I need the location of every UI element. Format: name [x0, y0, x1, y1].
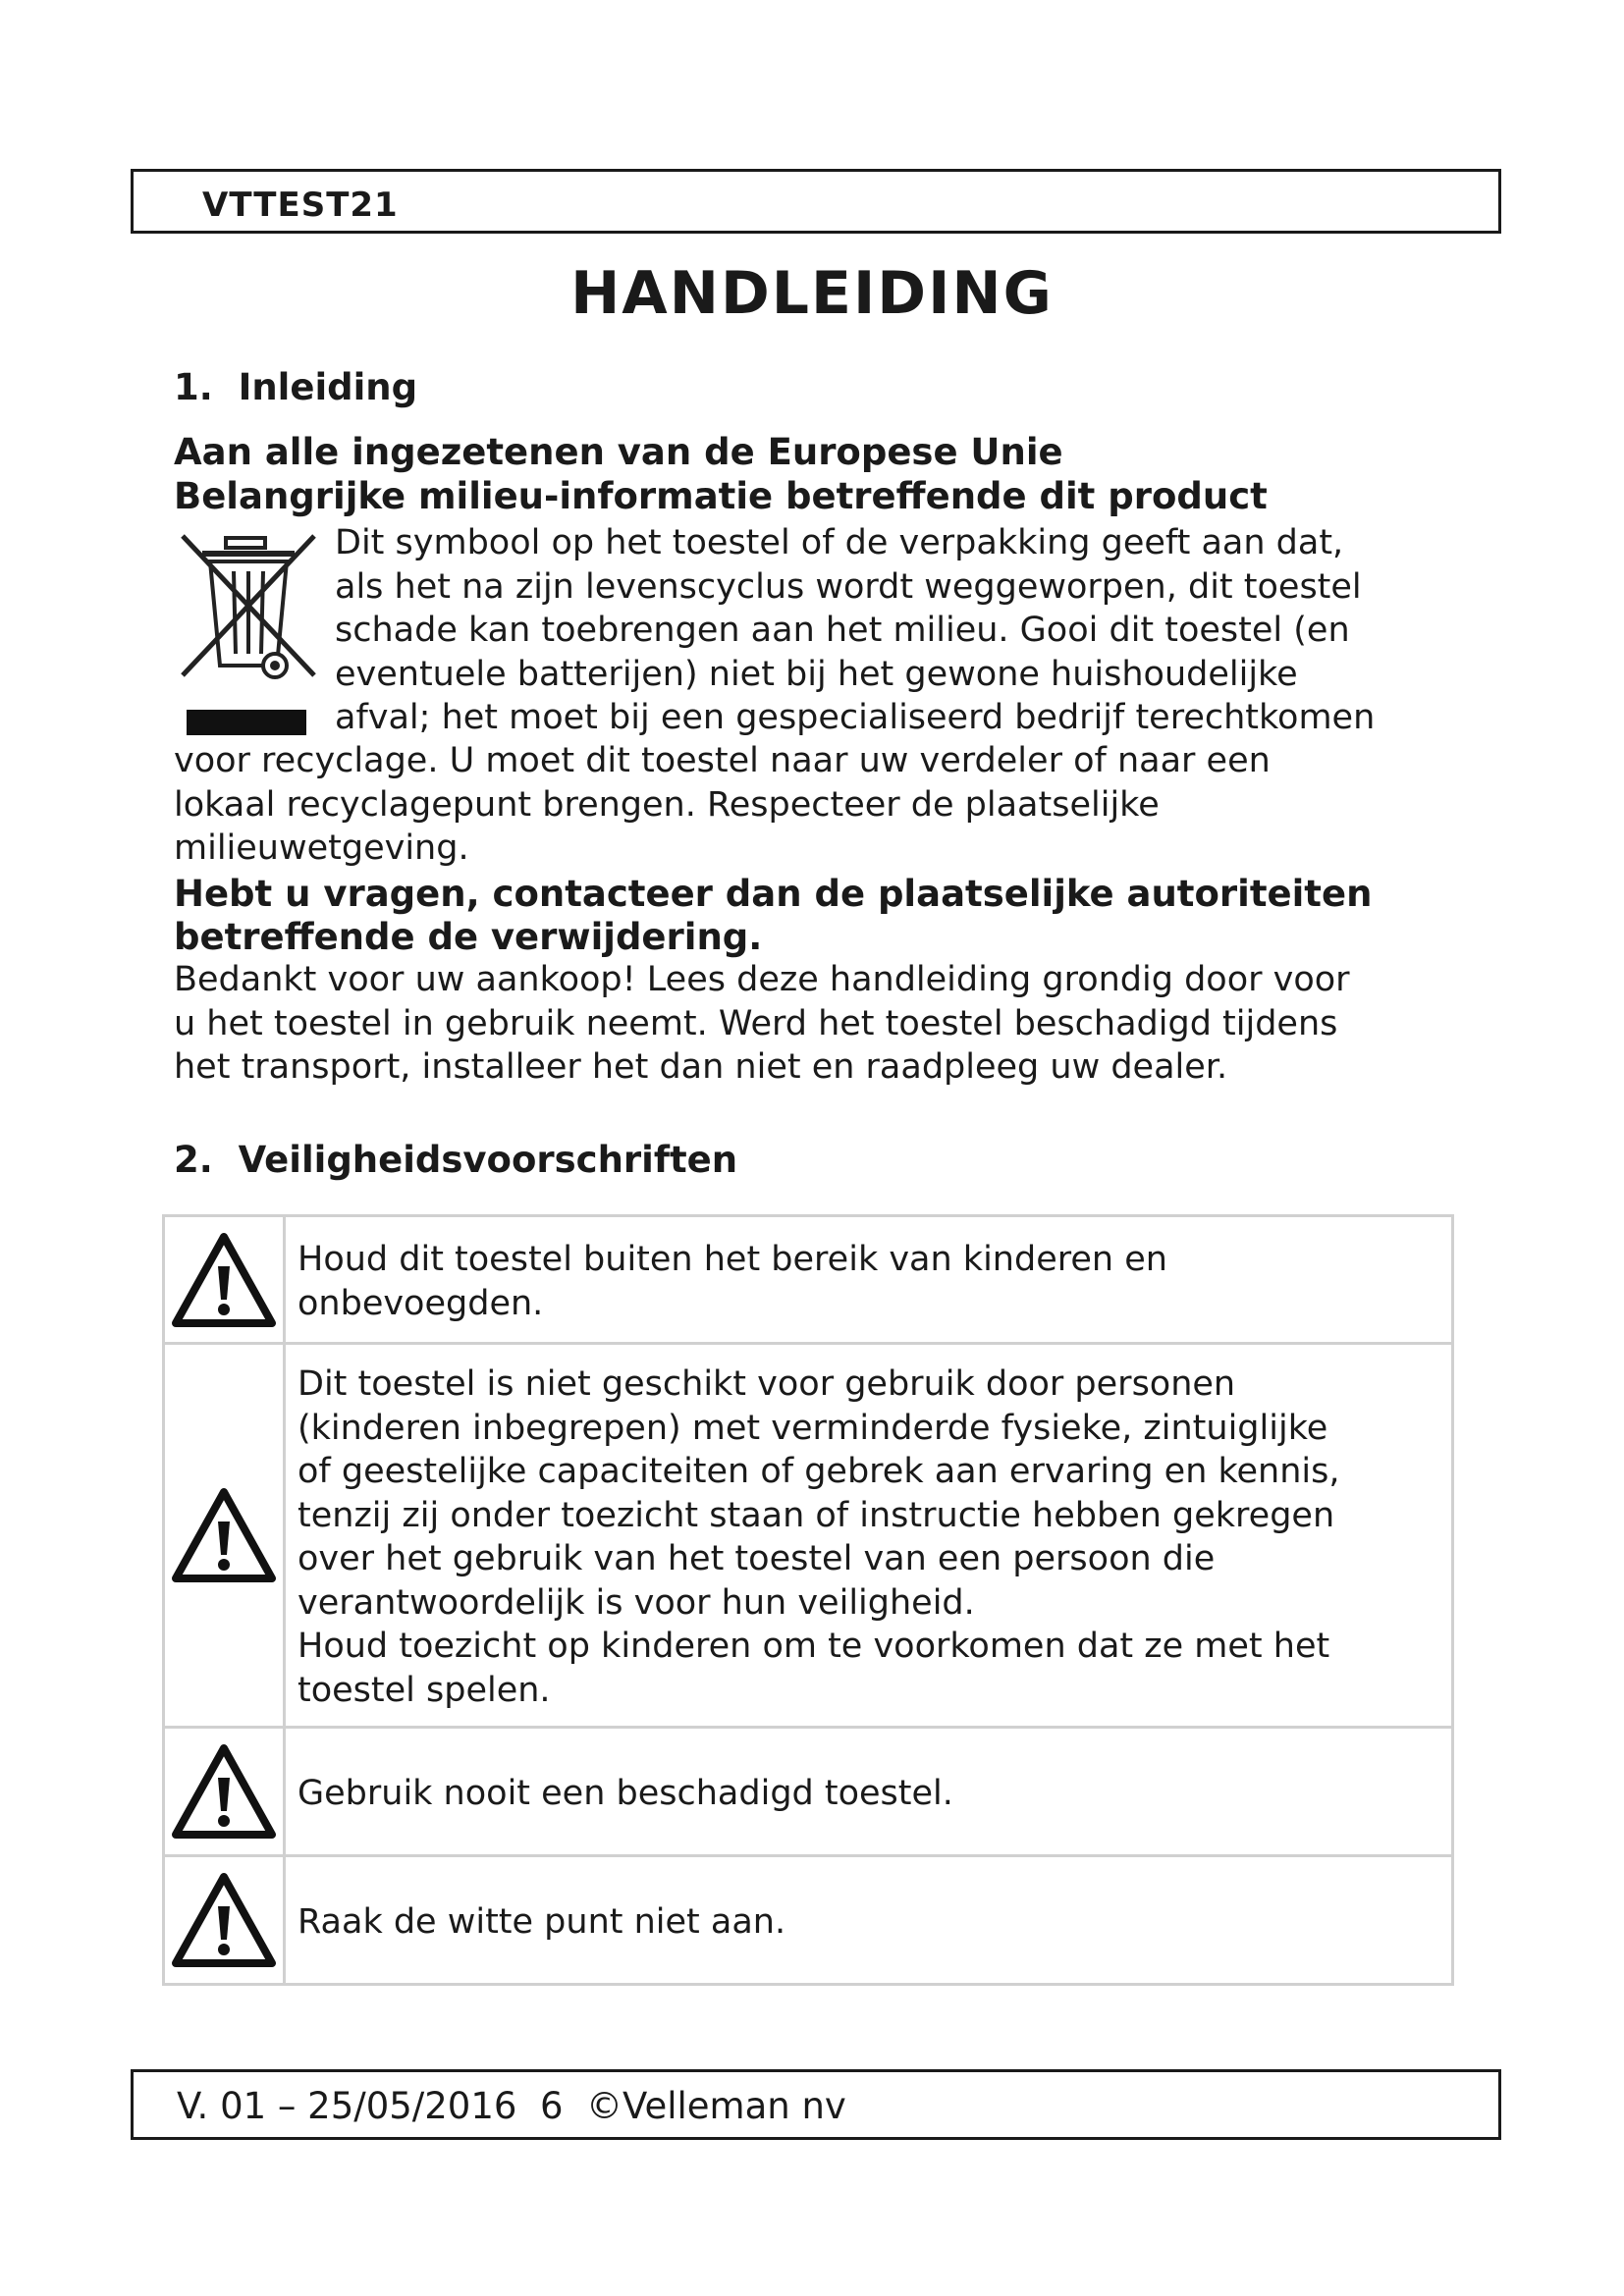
safety-text-cell — [285, 1856, 1453, 1985]
text-line: voor recyclage. U moet dit toestel naar uw verdeler of naar een — [174, 741, 1271, 780]
text-line: Raak de witte punt niet aan. — [298, 1901, 786, 1942]
table-row — [164, 1728, 1453, 1856]
text-line: toestel spelen. — [298, 1670, 551, 1710]
text-line: milieuwetgeving. — [174, 828, 469, 868]
text-line: als het na zijn levenscyclus wordt weggeworpen, dit toestel — [335, 566, 1362, 607]
icon-cell — [164, 1216, 285, 1344]
safety-text-cell — [285, 1344, 1453, 1728]
text-line: (kinderen inbegrepen) met verminderde fysieke, zintuiglijke — [298, 1408, 1328, 1448]
page-title: HANDLEIDING — [570, 259, 1054, 328]
safety-table — [162, 1214, 1454, 1986]
contact-line-2: betreffende de verwijdering. — [174, 916, 763, 958]
text-line: Houd toezicht op kinderen om te voorkomen dat ze met het — [298, 1627, 1330, 1666]
text-line: u het toestel in gebruik neemt. Werd het toestel beschadigd tijdens — [174, 1003, 1338, 1043]
text-line: Bedankt voor uw aankoop! Lees deze handleiding grondig door voor — [174, 960, 1350, 999]
text-line: Dit symbool op het toestel of de verpakking geeft aan dat, — [335, 523, 1344, 562]
text-line: afval; het moet bij een gespecialiseerd bedrijf terechtkomen — [335, 698, 1376, 737]
table-row — [164, 1344, 1453, 1728]
table-row — [164, 1856, 1453, 1985]
icon-cell — [164, 1344, 285, 1728]
text-line: Houd dit toestel buiten het bereik van kinderen en — [298, 1240, 1167, 1279]
header-box — [131, 169, 1501, 234]
safety-text-cell — [285, 1728, 1453, 1856]
safety-text-cell — [285, 1216, 1453, 1344]
footer-text: V. 01 – 25/05/2016 6 ©Velleman nv — [177, 2085, 846, 2127]
text-line: lokaal recyclagepunt brengen. Respecteer de plaatselijke — [174, 784, 1160, 825]
section-heading-inleiding: 1. Inleiding — [174, 366, 418, 408]
text-line: Dit toestel is niet geschikt voor gebruik door personen — [298, 1364, 1236, 1404]
thanks-paragraph — [174, 958, 1350, 1090]
env-text-full — [174, 739, 1271, 871]
env-text-indented — [335, 521, 1375, 740]
text-line: over het gebruik van het toestel van een persoon die — [298, 1539, 1216, 1578]
eu-residents-line: Aan alle ingezetenen van de Europese Unie — [174, 431, 1063, 473]
warning-triangle-icon — [171, 1871, 277, 1969]
weee-crossed-bin-icon — [175, 528, 322, 744]
model-number: VTTEST21 — [202, 186, 399, 225]
icon-cell — [164, 1728, 285, 1856]
section-heading-veiligheid: 2. Veiligheidsvoorschriften — [174, 1139, 738, 1181]
warning-triangle-icon — [171, 1742, 277, 1841]
text-line: verantwoordelijk is voor hun veiligheid. — [298, 1582, 975, 1623]
warning-triangle-icon — [171, 1231, 277, 1329]
env-info-line: Belangrijke milieu-informatie betreffende dit product — [174, 475, 1268, 517]
text-line: tenzij zij onder toezicht staan of instructie hebben gekregen — [298, 1495, 1335, 1535]
footer-box — [131, 2069, 1501, 2140]
text-line: het transport, installeer het dan niet en raadpleeg uw dealer. — [174, 1047, 1228, 1087]
warning-triangle-icon — [171, 1486, 277, 1584]
text-line: onbevoegden. — [298, 1283, 544, 1323]
text-line: eventuele batterijen) niet bij het gewone huishoudelijke — [335, 654, 1298, 694]
text-line: of geestelijke capaciteiten of gebrek aan ervaring en kennis, — [298, 1452, 1340, 1491]
table-row — [164, 1216, 1453, 1344]
contact-line-1: Hebt u vragen, contacteer dan de plaatselijke autoriteiten — [174, 873, 1373, 915]
text-line: schade kan toebrengen aan het milieu. Gooi dit toestel (en — [335, 611, 1350, 650]
text-line: Gebruik nooit een beschadigd toestel. — [298, 1773, 953, 1813]
icon-cell — [164, 1856, 285, 1985]
